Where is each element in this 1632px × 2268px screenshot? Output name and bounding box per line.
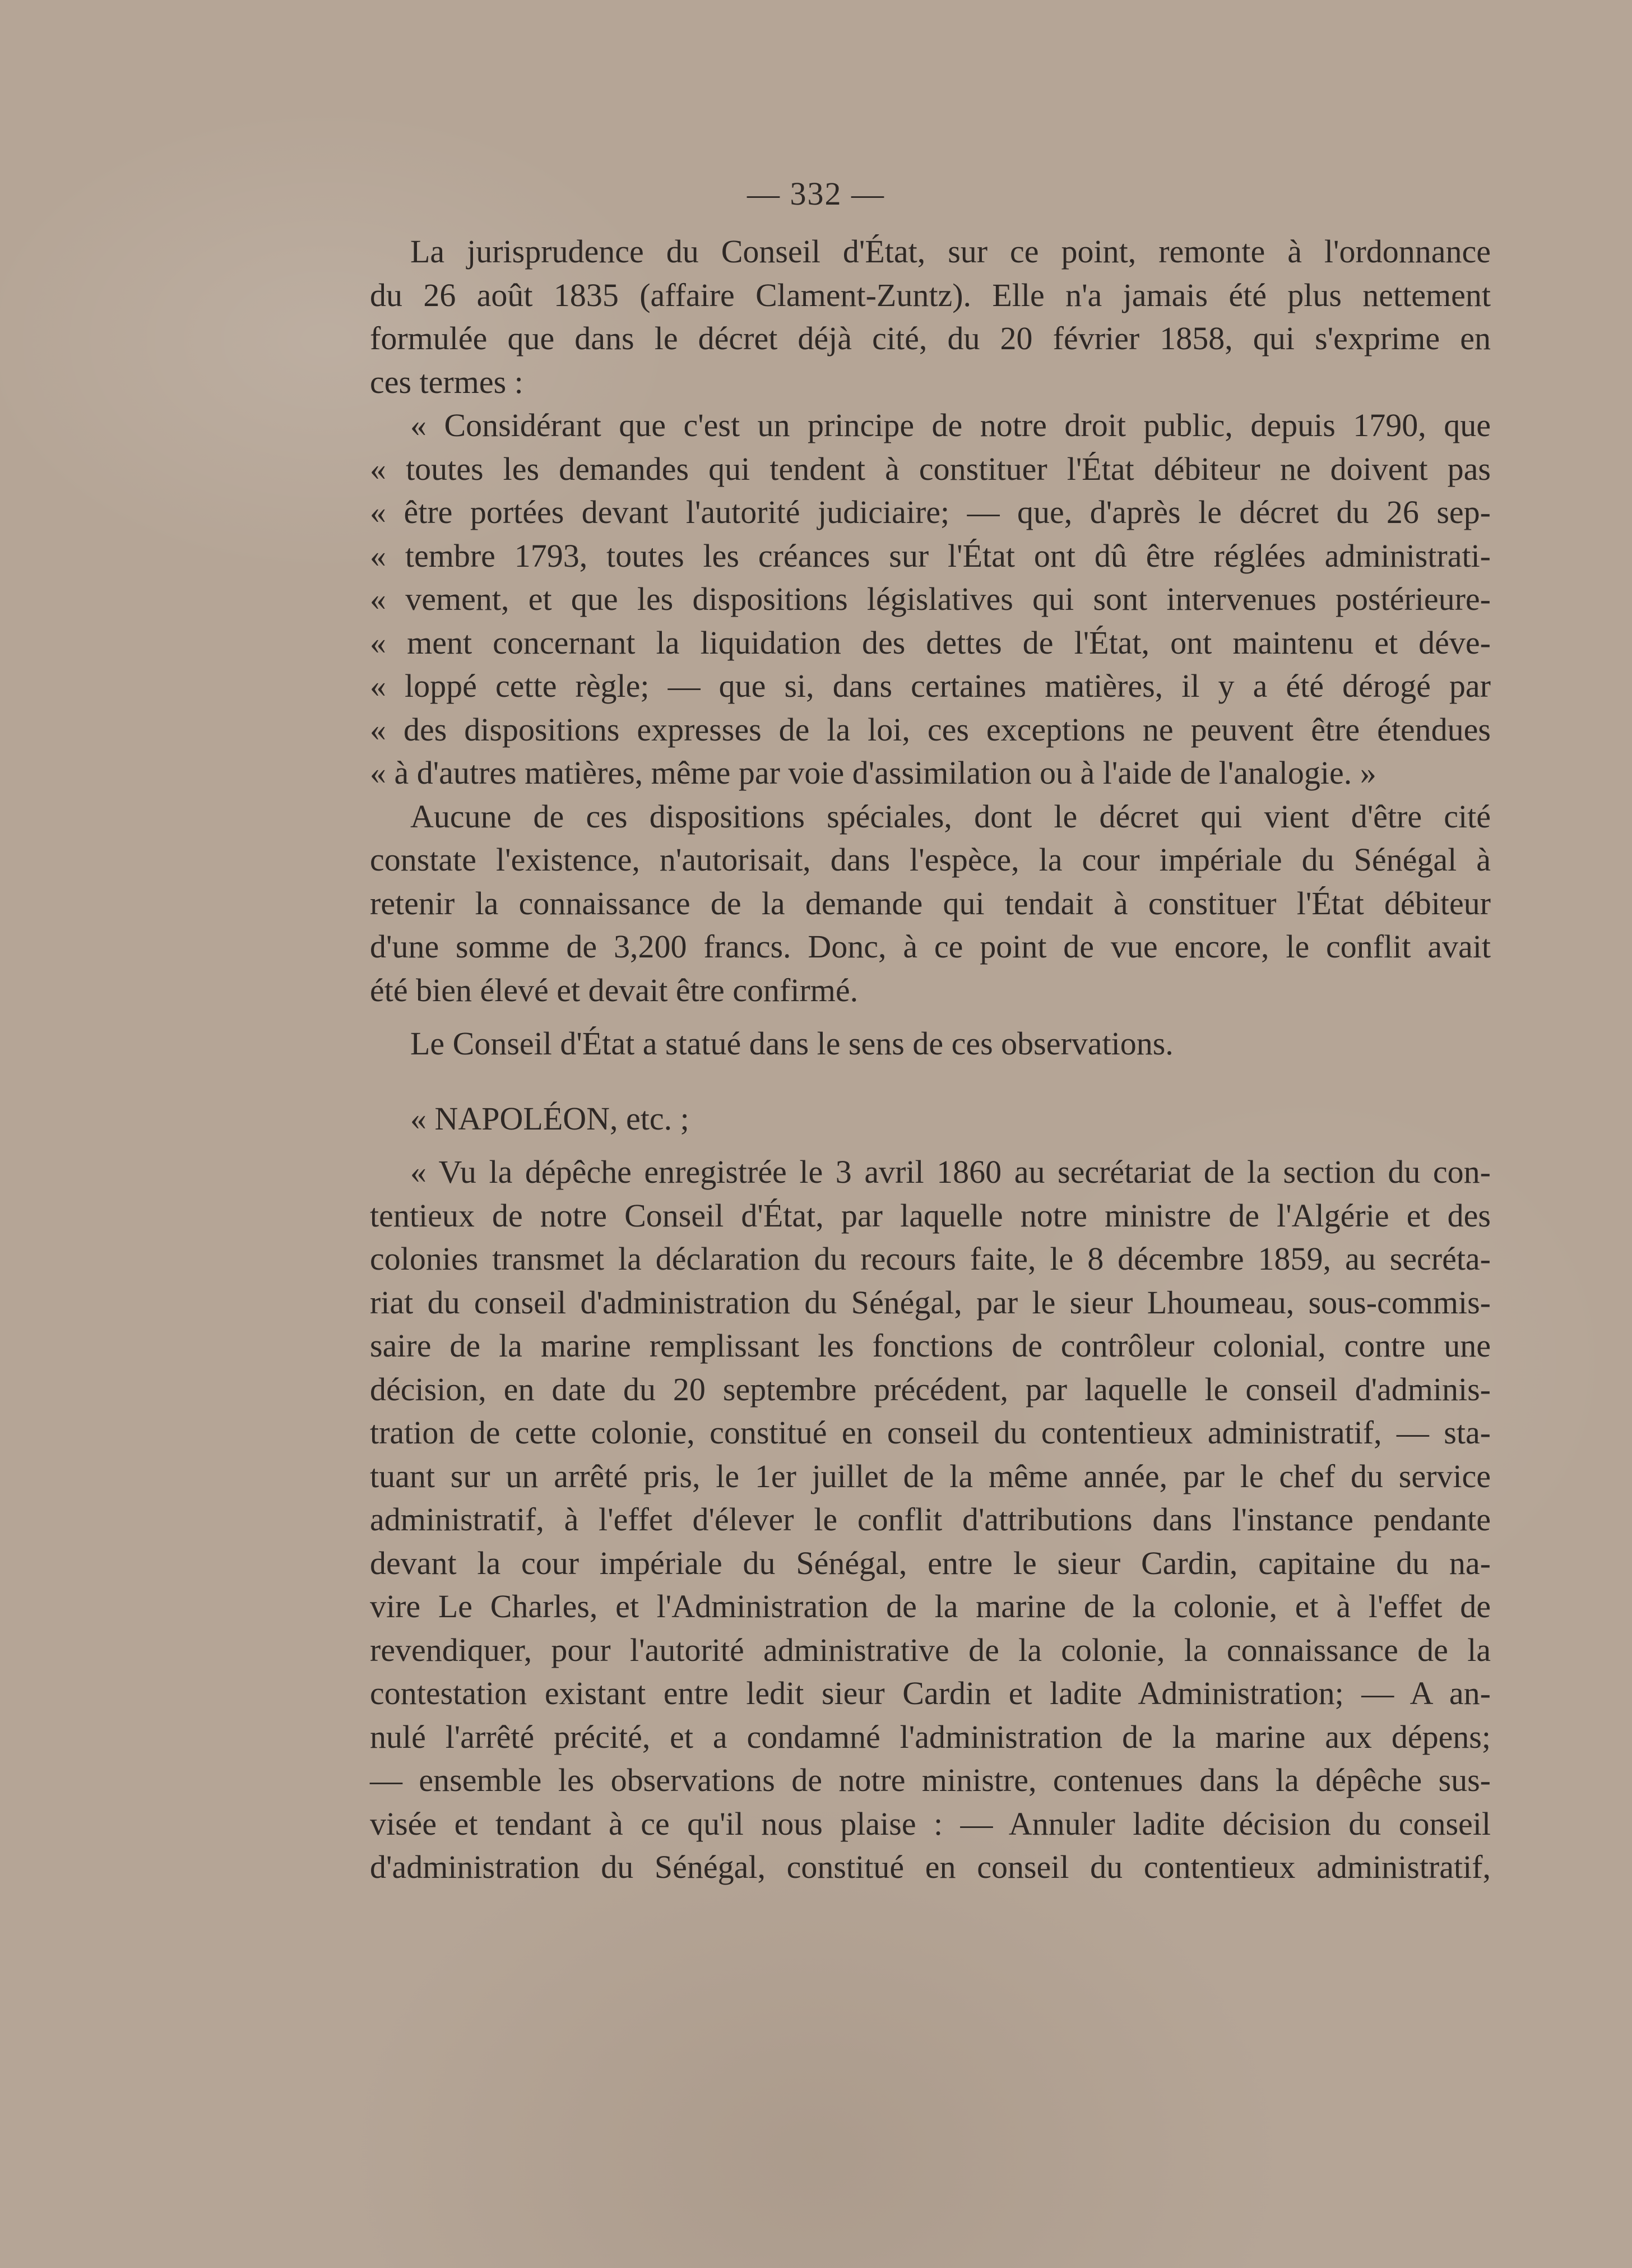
- text-line: « Considérant que c'est un principe de notre droit public, depuis 1790, que: [410, 407, 1491, 443]
- text-line: ces termes :: [370, 363, 523, 400]
- paragraph-analysis: [370, 795, 1491, 1012]
- text-line: retenir la connaissance de la demande qui tendait à constituer l'État débiteur: [370, 885, 1491, 922]
- page-number: — 332 —: [747, 175, 885, 212]
- text-line: Aucune de ces dispositions spéciales, dont le décret qui vient d'être cité: [410, 798, 1491, 835]
- text-line: — ensemble les observations de notre ministre, contenues dans la dépêche sus-: [370, 1762, 1491, 1798]
- text-line: nulé l'arrêté précité, et a condamné l'administration de la marine aux dépens;: [370, 1718, 1491, 1755]
- paragraph-vu-la-depeche: [370, 1150, 1491, 1889]
- text-line: « ment concernant la liquidation des dettes de l'État, ont maintenu et déve-: [370, 624, 1491, 661]
- text-line: revendiquer, pour l'autorité administrative de la colonie, la connaissance de la: [370, 1631, 1491, 1668]
- text-line: visée et tendant à ce qu'il nous plaise : — Annuler ladite décision du conseil: [370, 1805, 1491, 1842]
- text-line: décision, en date du 20 septembre précédent, par laquelle le conseil d'adminis-: [370, 1371, 1491, 1408]
- text-line: « des dispositions expresses de la loi, ces exceptions ne peuvent être étendues: [370, 711, 1491, 748]
- text-line: saire de la marine remplissant les fonctions de contrôleur colonial, contre une: [370, 1327, 1491, 1364]
- text-line: « NAPOLÉON, etc. ;: [410, 1100, 689, 1137]
- text-line: riat du conseil d'administration du Sénégal, par le sieur Lhoumeau, sous-commis-: [370, 1284, 1491, 1321]
- text-line: contestation existant entre ledit sieur Cardin et ladite Administration; — A an-: [370, 1675, 1491, 1711]
- text-line: « loppé cette règle; — que si, dans certaines matières, il y a été dérogé par: [370, 668, 1491, 704]
- text-line: d'une somme de 3,200 francs. Donc, à ce point de vue encore, le conflit avait: [370, 928, 1491, 965]
- paragraph-napoleon: [370, 1097, 1491, 1141]
- text-line: du 26 août 1835 (affaire Clament-Zuntz). Elle n'a jamais été plus nettement: [370, 276, 1491, 313]
- text-line: administratif, à l'effet d'élever le conflit d'attributions dans l'instance pendante: [370, 1501, 1491, 1538]
- text-line: colonies transmet la déclaration du recours faite, le 8 décembre 1859, au secréta-: [370, 1241, 1491, 1277]
- text-line: « à d'autres matières, même par voie d'assimilation ou à l'aide de l'analogie. »: [370, 755, 1376, 791]
- paragraph-jurisprudence: [370, 230, 1491, 404]
- text-line: « vement, et que les dispositions législatives qui sont intervenues postérieure-: [370, 581, 1491, 617]
- text-line: vire Le Charles, et l'Administration de la marine de la colonie, et à l'effet de: [370, 1588, 1491, 1624]
- text-line: « toutes les demandes qui tendent à constituer l'État débiteur ne doivent pas: [370, 450, 1491, 487]
- text-line: « être portées devant l'autorité judiciaire; — que, d'après le décret du 26 sep-: [370, 494, 1491, 530]
- text-line: tuant sur un arrêté pris, le 1er juillet de la même année, par le chef du service: [370, 1457, 1491, 1494]
- text-line: La jurisprudence du Conseil d'État, sur ce point, remonte à l'ordonnance: [410, 233, 1491, 270]
- paragraph-ruling: [370, 1022, 1491, 1066]
- text-line: Le Conseil d'État a statué dans le sens de ces observations.: [410, 1025, 1174, 1062]
- paragraph-quotation: [370, 404, 1491, 795]
- text-line: été bien élevé et devait être confirmé.: [370, 971, 859, 1008]
- text-line: « tembre 1793, toutes les créances sur l'État ont dû être réglées administrati-: [370, 537, 1491, 574]
- text-line: « Vu la dépêche enregistrée le 3 avril 1860 au secrétariat de la section du con-: [410, 1154, 1491, 1190]
- text-line: tentieux de notre Conseil d'État, par laquelle notre ministre de l'Algérie et des: [370, 1197, 1491, 1234]
- text-line: formulée que dans le décret déjà cité, du 20 février 1858, qui s'exprime en: [370, 320, 1491, 357]
- text-line: tration de cette colonie, constitué en conseil du contentieux administratif, — sta-: [370, 1414, 1491, 1451]
- body-text: [370, 230, 1491, 1889]
- text-line: devant la cour impériale du Sénégal, entre le sieur Cardin, capitaine du na-: [370, 1544, 1491, 1581]
- text-line: d'administration du Sénégal, constitué en conseil du contentieux administratif,: [370, 1849, 1491, 1885]
- text-line: constate l'existence, n'autorisait, dans l'espèce, la cour impériale du Sénégal à: [370, 841, 1491, 878]
